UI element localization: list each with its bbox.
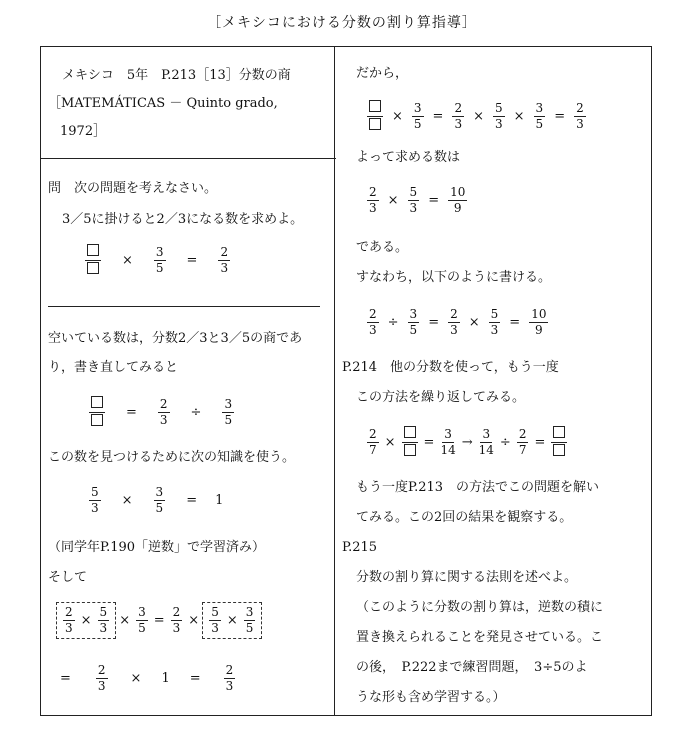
times-sign: × <box>130 671 142 686</box>
fraction: $\frac{2}{3}$ <box>450 307 458 337</box>
right-line-repeat: この方法を繰り返してみる。 <box>356 390 526 405</box>
fraction: $\frac{3}{5}$ <box>138 605 146 635</box>
fraction: $\frac{5}{3}$ <box>409 185 418 215</box>
page-215-heading: P.215 <box>342 540 378 555</box>
fraction: $\frac{3}{5}$ <box>245 605 254 635</box>
equals-sign: = <box>428 193 440 208</box>
fraction: $\frac{2}{7}$ <box>369 427 377 457</box>
right-line-observe: てみる。この2回の結果を観察する。 <box>356 510 573 525</box>
equation-rewrite <box>86 396 237 429</box>
equals-sign: = <box>126 405 137 420</box>
problem-heading: 問 次の問題を考えなさい。 <box>48 181 218 196</box>
fraction: $\frac{5}{3}$ <box>495 101 503 131</box>
right-line-namely: すなわち，以下のように書ける。 <box>356 270 552 285</box>
fraction: $\frac{2}{7}$ <box>518 427 527 457</box>
source-line-2: ［MATEMÁTICAS － Quinto grado, <box>48 96 278 111</box>
fraction: $\frac{10}{9}$ <box>450 185 466 215</box>
fraction: $\frac{2}{3}$ <box>65 605 73 635</box>
equation-associative <box>56 602 262 639</box>
commentary-line-4: うな形も含め学習する。） <box>356 690 506 705</box>
result-value: 1 <box>215 493 224 508</box>
right-line-rule: 分数の割り算に関する法則を述べよ。 <box>356 570 578 585</box>
page-214-heading: P.214 他の分数を使って，もう一度 <box>342 360 559 375</box>
equation-problem <box>82 244 233 277</box>
and-then-text: そして <box>48 570 88 585</box>
equation-result <box>60 664 238 693</box>
equals-sign: = <box>189 671 201 686</box>
equals-sign: = <box>534 435 546 450</box>
fraction: $\frac{3}{5}$ <box>413 101 422 131</box>
fraction: $\frac{5}{3}$ <box>99 605 108 635</box>
equals-sign: = <box>153 613 165 628</box>
explanation-line-2: り，書き直してみると <box>48 360 179 375</box>
fraction: $\frac{3}{5}$ <box>155 485 164 515</box>
fraction: $\frac{3}{5}$ <box>155 245 164 275</box>
times-sign: × <box>473 109 484 124</box>
times-sign: × <box>121 493 133 508</box>
commentary-line-2: 置き換えられることを発見させている。こ <box>356 630 604 645</box>
source-line-3: 1972］ <box>60 124 107 139</box>
equation-reciprocal <box>86 486 223 515</box>
dashed-group <box>202 602 262 639</box>
reference-note: （同学年P.190「逆数」で学習済み） <box>48 540 266 555</box>
fraction: $\frac{2}{3}$ <box>576 101 584 131</box>
fraction: $\frac{5}{3}$ <box>211 605 219 635</box>
fraction: $\frac{2}{3}$ <box>454 101 463 131</box>
fraction: $\frac{3}{5}$ <box>535 101 544 131</box>
right-line-hence: よって求める数は <box>356 150 461 165</box>
commentary-line-1: （このように分数の割り算は，逆数の積に <box>356 600 604 615</box>
times-sign: × <box>468 315 480 330</box>
equation-division-rule <box>364 308 551 337</box>
source-line-1: メキシコ 5年 P.213［13］分数の商 <box>62 68 291 83</box>
right-line-therefore: だから， <box>356 66 409 81</box>
equals-sign: = <box>186 253 198 268</box>
times-sign: × <box>188 613 200 628</box>
explanation-line-1: 空いている数は，分数2／3と3／5の商であ <box>48 331 303 346</box>
times-sign: × <box>384 435 396 450</box>
fraction: $\frac{2}{3}$ <box>97 663 106 693</box>
unknown-fraction <box>89 396 105 429</box>
times-sign: × <box>80 613 92 628</box>
unknown-fraction <box>85 244 101 277</box>
fraction: $\frac{2}{3}$ <box>159 397 168 427</box>
times-sign: × <box>226 613 238 628</box>
divide-sign: ÷ <box>190 405 202 420</box>
fraction: $\frac{2}{3}$ <box>220 245 229 275</box>
equals-sign: = <box>423 435 435 450</box>
one-value: 1 <box>161 671 170 686</box>
fraction: $\frac{3}{14}$ <box>478 427 494 457</box>
fraction: $\frac{3}{14}$ <box>440 427 456 457</box>
times-sign: × <box>392 109 403 124</box>
equation-answer <box>364 186 470 215</box>
dashed-group <box>56 602 116 639</box>
equation-multiply <box>364 100 589 133</box>
divide-sign: ÷ <box>387 315 399 330</box>
equals-sign: = <box>432 109 444 124</box>
unknown-fraction <box>551 426 567 459</box>
commentary-line-3: の後， P.222まで練習問題， 3÷5のよ <box>356 660 588 675</box>
equals-sign: = <box>428 315 440 330</box>
column-divider <box>334 46 335 716</box>
equation-repeat <box>364 426 570 459</box>
equals-sign: = <box>554 109 566 124</box>
fraction: $\frac{5}{3}$ <box>490 307 499 337</box>
section-separator <box>48 306 320 307</box>
fraction: $\frac{3}{5}$ <box>409 307 418 337</box>
header-divider <box>40 158 336 159</box>
times-sign: × <box>119 613 131 628</box>
divide-sign: ÷ <box>499 435 511 450</box>
unknown-fraction <box>367 100 383 133</box>
times-sign: × <box>387 193 399 208</box>
fraction: $\frac{5}{3}$ <box>91 485 99 515</box>
times-sign: × <box>513 109 525 124</box>
arrow-sign: → <box>461 435 473 450</box>
fraction: $\frac{2}{3}$ <box>172 605 181 635</box>
fraction: $\frac{10}{9}$ <box>531 307 547 337</box>
right-line-is: である。 <box>356 240 409 255</box>
page-title: ［メキシコにおける分数の割り算指導］ <box>207 15 477 31</box>
equals-sign: = <box>186 493 198 508</box>
fraction: $\frac{2}{3}$ <box>369 185 377 215</box>
right-line-again: もう一度P.213 の方法でこの問題を解い <box>356 480 600 495</box>
explanation-line-3: この数を見つけるために次の知識を使う。 <box>48 450 296 465</box>
unknown-fraction <box>402 426 418 459</box>
fraction: $\frac{2}{3}$ <box>225 663 234 693</box>
equals-sign: = <box>60 671 71 686</box>
fraction: $\frac{3}{5}$ <box>224 397 233 427</box>
equals-sign: = <box>509 315 521 330</box>
fraction: $\frac{2}{3}$ <box>369 307 377 337</box>
problem-statement: 3／5に掛けると2／3になる数を求めよ。 <box>62 212 304 227</box>
times-sign: × <box>122 253 133 268</box>
